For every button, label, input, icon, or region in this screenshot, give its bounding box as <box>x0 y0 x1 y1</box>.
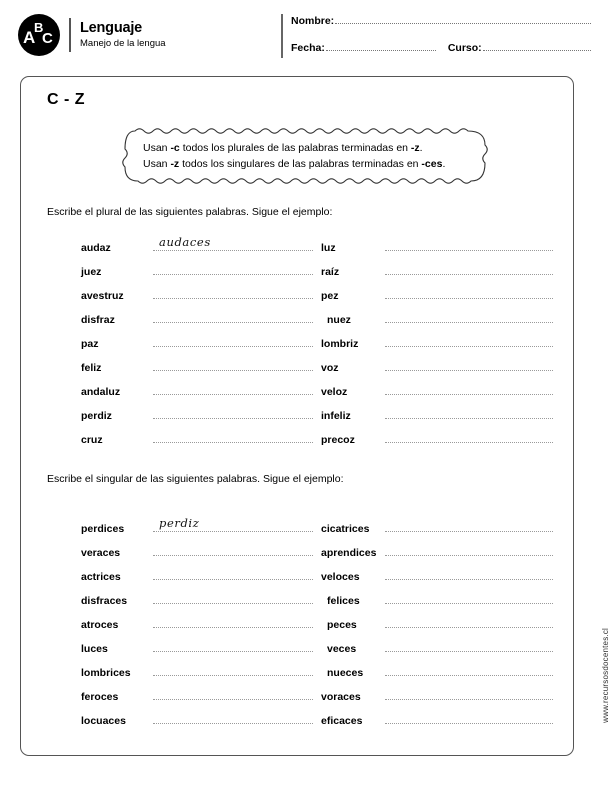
example-answer: perdiz <box>159 516 200 530</box>
word-entry-left <box>81 514 313 534</box>
word-row <box>21 329 575 353</box>
answer-input[interactable] <box>153 401 313 419</box>
prompt-word: feliz <box>81 362 102 374</box>
answer-input[interactable] <box>385 281 553 299</box>
word-entry-left <box>81 281 313 301</box>
prompt-word: felices <box>327 595 360 607</box>
answer-input[interactable] <box>385 233 553 251</box>
word-entry-right <box>321 257 553 277</box>
word-row <box>21 634 575 658</box>
word-row <box>21 706 575 730</box>
student-fields-block <box>281 12 591 60</box>
prompt-word: disfraces <box>81 595 128 607</box>
brand-subtitle: Manejo de la lengua <box>80 37 166 49</box>
word-row <box>21 682 575 706</box>
fecha-label: Fecha: <box>291 42 325 54</box>
word-entry-left <box>81 257 313 277</box>
answer-input[interactable] <box>385 425 553 443</box>
prompt-word: disfraz <box>81 314 115 326</box>
worksheet-panel <box>20 76 574 756</box>
word-entry-left <box>81 658 313 678</box>
rule-line-2: Usan -z todos los singulares de las palabras terminadas en -ces. <box>143 158 446 171</box>
word-entry-left <box>81 425 313 445</box>
prompt-word: lombriz <box>321 338 359 350</box>
example-answer: audaces <box>159 235 211 249</box>
word-entry-right <box>321 682 553 702</box>
word-entry-right <box>321 401 553 421</box>
word-entry-left <box>81 586 313 606</box>
answer-input[interactable] <box>153 257 313 275</box>
answer-input[interactable] <box>153 377 313 395</box>
prompt-word: perdices <box>81 523 125 535</box>
answer-input[interactable] <box>153 562 313 580</box>
rule-line-1: Usan -c todos los plurales de las palabras terminadas en -z. <box>143 142 423 154</box>
word-entry-right <box>321 658 553 678</box>
answer-input[interactable] <box>385 586 553 604</box>
answer-input[interactable] <box>385 257 553 275</box>
brand-title: Lenguaje <box>80 19 143 36</box>
prompt-word: actrices <box>81 571 121 583</box>
prompt-word: voz <box>321 362 339 374</box>
word-row <box>21 586 575 610</box>
word-row <box>21 538 575 562</box>
word-row <box>21 353 575 377</box>
answer-input[interactable] <box>385 305 553 323</box>
fields-divider <box>281 14 283 58</box>
word-entry-left <box>81 706 313 726</box>
prompt-word: cicatrices <box>321 523 370 535</box>
logo-divider <box>69 18 71 52</box>
answer-input[interactable] <box>385 353 553 371</box>
word-entry-right <box>321 514 553 534</box>
page-title: C - Z <box>47 91 86 108</box>
answer-input[interactable] <box>385 634 553 652</box>
page-header <box>0 0 612 68</box>
answer-input[interactable] <box>153 281 313 299</box>
answer-input[interactable] <box>385 401 553 419</box>
answer-input[interactable] <box>385 538 553 556</box>
word-row <box>21 377 575 401</box>
answer-input[interactable] <box>153 329 313 347</box>
answer-input[interactable] <box>153 610 313 628</box>
prompt-word: veloces <box>321 571 360 583</box>
answer-input[interactable] <box>385 562 553 580</box>
nombre-label: Nombre: <box>291 15 335 27</box>
word-entry-left <box>81 634 313 654</box>
prompt-word: luces <box>81 643 108 655</box>
curso-input[interactable] <box>483 39 591 51</box>
prompt-word: aprendices <box>321 547 377 559</box>
word-row <box>21 401 575 425</box>
prompt-word: juez <box>81 266 102 278</box>
prompt-word: veces <box>327 643 357 655</box>
answer-input[interactable] <box>153 682 313 700</box>
word-entry-left <box>81 305 313 325</box>
word-entry-right <box>321 281 553 301</box>
site-watermark: www.recursosdocentes.cl <box>601 628 610 723</box>
answer-input[interactable] <box>153 634 313 652</box>
prompt-word: veloz <box>321 386 348 398</box>
answer-input[interactable] <box>385 658 553 676</box>
rule-box <box>121 127 491 185</box>
prompt-word: lombrices <box>81 667 131 679</box>
word-entry-left <box>81 538 313 558</box>
prompt-word: nueces <box>327 667 364 679</box>
word-entry-left <box>81 377 313 397</box>
instruction-exercise-2: Escribe el singular de las siguientes palabras. Sigue el ejemplo: <box>47 473 344 485</box>
word-entry-right <box>321 233 553 253</box>
answer-input[interactable] <box>153 514 313 532</box>
rule-text <box>143 140 473 173</box>
answer-input[interactable] <box>385 610 553 628</box>
prompt-word: audaz <box>81 242 111 254</box>
word-entry-left <box>81 401 313 421</box>
answer-input[interactable] <box>153 353 313 371</box>
fecha-input[interactable] <box>326 39 436 51</box>
prompt-word: paz <box>81 338 99 350</box>
word-entry-right <box>321 586 553 606</box>
prompt-word: andaluz <box>81 386 121 398</box>
word-entry-right <box>321 305 553 325</box>
answer-input[interactable] <box>153 425 313 443</box>
prompt-word: locuaces <box>81 715 126 727</box>
prompt-word: luz <box>321 242 336 254</box>
answer-input[interactable] <box>153 706 313 724</box>
answer-input[interactable] <box>153 658 313 676</box>
word-entry-left <box>81 682 313 702</box>
prompt-word: raíz <box>321 266 340 278</box>
word-row <box>21 514 575 538</box>
prompt-word: avestruz <box>81 290 124 302</box>
word-row <box>21 305 575 329</box>
word-row <box>21 610 575 634</box>
exercise-2-grid <box>21 514 575 730</box>
brand-logo-block <box>18 14 166 56</box>
prompt-word: perdiz <box>81 410 112 422</box>
exercise-1-grid <box>21 233 575 449</box>
curso-label: Curso: <box>447 42 482 54</box>
answer-input[interactable] <box>385 706 553 724</box>
prompt-word: veraces <box>81 547 121 559</box>
word-row <box>21 562 575 586</box>
prompt-word: peces <box>327 619 357 631</box>
prompt-word: nuez <box>327 314 351 326</box>
prompt-word: voraces <box>321 691 361 703</box>
word-entry-left <box>81 610 313 630</box>
word-entry-right <box>321 329 553 349</box>
word-entry-right <box>321 562 553 582</box>
answer-input[interactable] <box>385 682 553 700</box>
word-entry-left <box>81 233 313 253</box>
logo-letter-a: A <box>23 28 36 47</box>
answer-input[interactable] <box>153 586 313 604</box>
word-entry-left <box>81 329 313 349</box>
word-entry-left <box>81 562 313 582</box>
word-row <box>21 281 575 305</box>
prompt-word: feroces <box>81 691 119 703</box>
answer-input[interactable] <box>153 305 313 323</box>
logo-letter-b: B <box>34 20 44 35</box>
prompt-word: precoz <box>321 434 355 446</box>
prompt-word: eficaces <box>321 715 363 727</box>
word-entry-right <box>321 538 553 558</box>
word-row <box>21 233 575 257</box>
fecha-curso-field-row <box>291 39 591 54</box>
brand-text <box>80 20 166 50</box>
word-entry-left <box>81 353 313 373</box>
answer-input[interactable] <box>153 233 313 251</box>
word-row <box>21 658 575 682</box>
answer-input[interactable] <box>153 538 313 556</box>
logo-letter-c: C <box>42 30 53 47</box>
word-entry-right <box>321 706 553 726</box>
word-row <box>21 425 575 449</box>
nombre-input[interactable] <box>335 12 591 24</box>
prompt-word: pez <box>321 290 339 302</box>
nombre-field-row <box>291 12 591 27</box>
word-entry-right <box>321 634 553 654</box>
prompt-word: cruz <box>81 434 103 446</box>
answer-input[interactable] <box>385 514 553 532</box>
abc-circle-logo-icon <box>18 14 60 56</box>
word-entry-right <box>321 610 553 630</box>
word-entry-right <box>321 425 553 445</box>
prompt-word: infeliz <box>321 410 351 422</box>
word-row <box>21 257 575 281</box>
word-entry-right <box>321 353 553 373</box>
word-entry-right <box>321 377 553 397</box>
instruction-exercise-1: Escribe el plural de las siguientes palabras. Sigue el ejemplo: <box>47 206 333 218</box>
answer-input[interactable] <box>385 329 553 347</box>
prompt-word: atroces <box>81 619 119 631</box>
answer-input[interactable] <box>385 377 553 395</box>
